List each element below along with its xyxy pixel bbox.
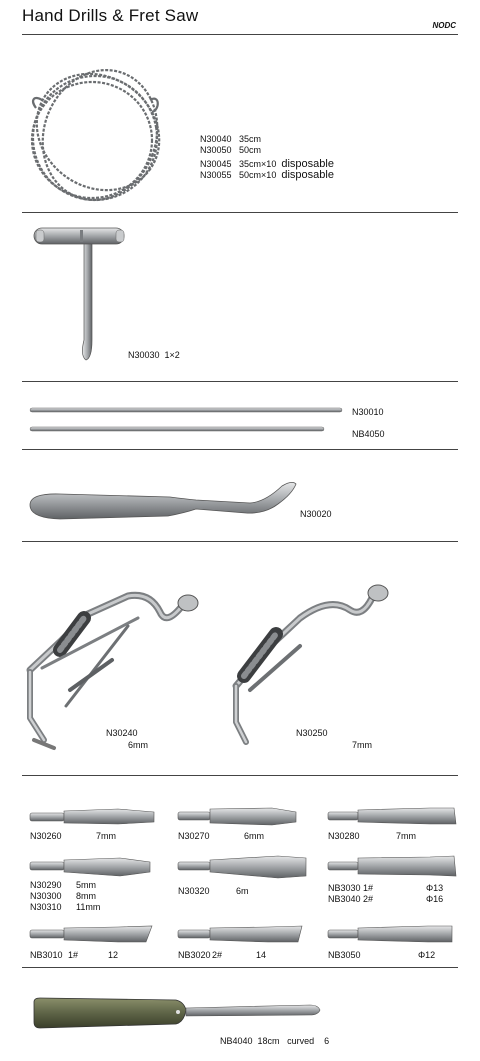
section-divider — [22, 775, 458, 776]
saw-item-4: N30055 50cm×10 disposable — [200, 169, 334, 181]
brand-logo: NODC — [432, 21, 456, 30]
section-divider — [22, 541, 458, 542]
saw-item-1: N30040 35cm — [200, 134, 262, 144]
drill-bits-image — [30, 808, 456, 942]
section-divider — [22, 212, 458, 213]
bit-size: Φ16 — [426, 894, 444, 904]
bit-label: NB3050 — [328, 950, 361, 960]
wire-passer-image — [30, 482, 296, 519]
bit-size: Φ12 — [418, 950, 436, 960]
chisel-label: NB4040 18cm curved 6 — [220, 1036, 330, 1046]
guide-rods-image — [30, 408, 342, 431]
bit-size: 12 — [108, 950, 119, 960]
bit-size: 2# — [212, 950, 223, 960]
drill-1-code: N30240 — [106, 728, 138, 738]
bit-label: N30260 — [30, 831, 62, 841]
bit-size: 11mm — [76, 902, 101, 912]
handle-label: N30030 1×2 — [128, 350, 180, 360]
saw-item-2: N30050 50cm — [200, 145, 262, 155]
bit-size: 7mm — [96, 831, 116, 841]
saw-item-3: N30045 35cm×10 disposable — [200, 158, 334, 170]
bit-label: NB3040 2# — [328, 894, 374, 904]
section-divider — [22, 967, 458, 968]
bit-size: 5mm — [76, 880, 96, 890]
bit-label: N30270 — [178, 831, 210, 841]
guide-rod-label-1: N30010 — [352, 407, 384, 417]
bit-size: 1# — [68, 950, 79, 960]
t-handle-image — [34, 228, 124, 360]
bit-label: N30300 — [30, 891, 62, 901]
bit-label: NB3020 — [178, 950, 211, 960]
drill-1-size: 6mm — [128, 740, 148, 750]
fret-saw-wire-image — [14, 50, 182, 216]
passer-label: N30020 — [300, 509, 332, 519]
hand-drill-1-image — [30, 595, 198, 748]
bit-label: NB3030 1# — [328, 883, 374, 893]
bit-size: 6m — [236, 886, 249, 896]
bit-label: NB3010 — [30, 950, 63, 960]
bit-size: 7mm — [396, 831, 416, 841]
drill-2-code: N30250 — [296, 728, 328, 738]
bit-size: Φ13 — [426, 883, 444, 893]
curved-chisel-image — [34, 998, 320, 1028]
hand-drill-2-image — [236, 585, 388, 742]
section-divider — [22, 449, 458, 450]
bit-label: N30290 — [30, 880, 62, 890]
bit-label: N30320 — [178, 886, 210, 896]
bit-label: N30280 — [328, 831, 360, 841]
bit-label: N30310 — [30, 902, 62, 912]
section-divider — [22, 381, 458, 382]
bit-size: 14 — [256, 950, 267, 960]
drill-2-size: 7mm — [352, 740, 372, 750]
page-title: Hand Drills & Fret Saw — [22, 6, 199, 25]
bit-size: 8mm — [76, 891, 96, 901]
bit-size: 6mm — [244, 831, 264, 841]
guide-rod-label-2: NB4050 — [352, 429, 385, 439]
